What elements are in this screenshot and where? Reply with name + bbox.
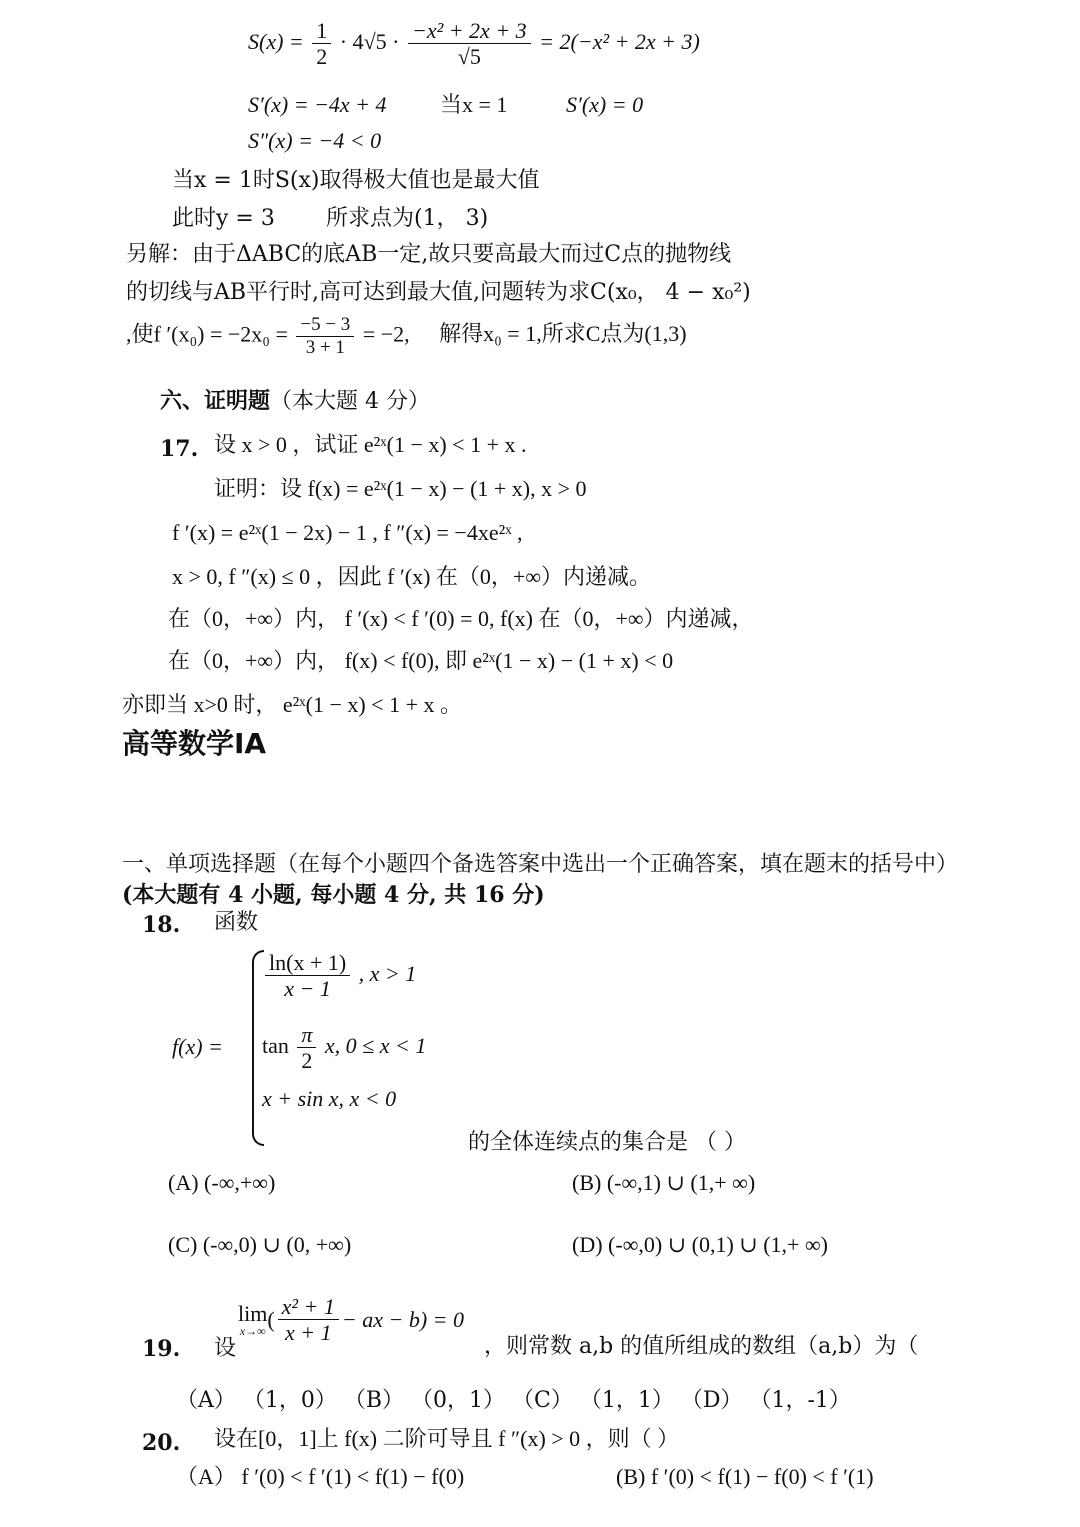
course-title: 高等数学ⅠA <box>122 727 267 760</box>
s-definition <box>248 18 700 70</box>
q18-number: 18. <box>142 912 181 938</box>
q18-fx: f(x) = <box>172 1034 223 1059</box>
proof-line5: 在（0，+∞）内， f(x) < f(0), 即 e²ˣ(1 − x) − (1 + x) < 0 <box>168 648 674 673</box>
q18-case1-num: ln(x + 1) <box>269 950 347 975</box>
q18-lead: 函数 <box>214 910 259 935</box>
choice-section-subtitle: (本大题有 4 小题, 每小题 4 分, 共 16 分) <box>122 882 545 908</box>
s-def-f1-den: 2 <box>312 43 331 69</box>
q19-expr-tail: − ax − b) = 0 <box>341 1306 465 1332</box>
proof-line4: 在（0，+∞）内， f ′(x) < f ′(0) = 0, f(x) 在（0，+∞）内递减， <box>168 606 754 631</box>
alt-solution-line3 <box>126 314 687 359</box>
s-def-f1-num: 1 <box>316 18 328 43</box>
s-def-frac-half <box>312 18 331 70</box>
q19-lim-sub: x→∞ <box>239 1323 266 1338</box>
q20-number: 20. <box>142 1430 181 1456</box>
q17-number: 17. <box>160 436 199 462</box>
proof-line6: 亦即当 x>0 时， e²ˣ(1 − x) < 1 + x 。 <box>122 692 463 717</box>
q18-case2-den: 2 <box>297 1047 316 1073</box>
q18-case2-num: π <box>301 1022 313 1047</box>
q18-case1-frac <box>265 950 350 1002</box>
alt-solution-line2: 的切线与AB平行时,高可达到最大值,问题转为求C(x₀， 4 − x₀²) <box>126 280 751 305</box>
choice-section-title: 一、单项选择题（在每个小题四个备选答案中选出一个正确答案，填在题末的括号中） <box>122 852 959 877</box>
q19-frac-num: x² + 1 <box>281 1294 335 1319</box>
alt-solution-line1: 另解：由于ΔABC的底AB一定,故只要高最大而过C点的抛物线 <box>126 242 732 267</box>
s-def-f2-num: −x² + 2x + 3 <box>412 18 527 43</box>
q18-case2-pre: tan <box>262 1032 289 1058</box>
q20-option-b: (B) f ′(0) < f(1) − f(0) < f ′(1) <box>616 1464 874 1489</box>
alt-line3-c: 解得x₀ = 1,所求C点为(1,3) <box>439 321 687 347</box>
proof-start: 证明：设 f(x) = e²ˣ(1 − x) − (1 + x), x > 0 <box>214 476 587 501</box>
q18-case3: x + sin x, x < 0 <box>262 1086 397 1111</box>
q20-text: 设在[0，1]上 f(x) 二阶可导且 f ″(x) > 0 ，则（ ） <box>214 1426 680 1451</box>
s-second-derivative: S″(x) = −4 < 0 <box>248 128 382 153</box>
q19-frac <box>278 1294 339 1346</box>
q19-lim-block <box>238 1300 268 1338</box>
s-derivative: S′(x) = −4x + 4 <box>248 92 387 117</box>
q19-lead: 设 <box>214 1336 237 1361</box>
q19-lim: lim <box>238 1300 268 1326</box>
s-def-mid: · 4√5 · <box>339 28 400 54</box>
q17-text: 设 x > 0 ，试证 e²ˣ(1 − x) < 1 + x . <box>214 432 527 457</box>
q18-option-d: (D) (-∞,0) ∪ (0,1) ∪ (1,+ ∞) <box>572 1232 828 1257</box>
q18-option-a: (A) (-∞,+∞) <box>168 1170 276 1195</box>
alt-line3-b: = −2, <box>362 321 410 347</box>
s-def-f2-den: √5 <box>408 43 531 69</box>
alt-line3-a: ,使f ′(x₀) = −2x₀ = <box>126 321 288 347</box>
q18-case2 <box>262 1022 426 1074</box>
q19-limit-expression: lim x→∞ ( $\frac{\text{x² + 1}}{x + 1}$ − ax − b) = 0 <box>238 1294 465 1346</box>
alt-line3-frac <box>296 314 354 359</box>
q18-case1 <box>262 950 416 1002</box>
point-statement: 所求点为(1， 3) <box>326 206 489 231</box>
s-def-lhs: S(x) = <box>248 28 310 54</box>
alt-line3-frac-num: −5 − 3 <box>300 314 351 335</box>
proof-title-note: （本大题 4 分） <box>270 389 430 414</box>
s-def-rhs: = 2(−x² + 2x + 3) <box>539 28 700 54</box>
q19-tail: ，则常数 a,b 的值所组成的数组（a,b）为（ <box>484 1334 919 1359</box>
proof-title: 六、证明题 <box>160 388 271 414</box>
proof-section-title <box>160 390 430 413</box>
q18-case1-den: x − 1 <box>265 975 350 1001</box>
q19-frac-den: x + 1 <box>278 1319 339 1345</box>
q19-number: 19. <box>142 1336 181 1362</box>
q18-case1-cond: , x > 1 <box>358 960 417 986</box>
s-def-frac-poly <box>408 18 531 70</box>
maximum-statement: 当x = 1时S(x)取得极大值也是最大值 <box>172 168 540 193</box>
when-x-equals-1: 当x = 1 <box>440 92 508 117</box>
q18-case2-cond: x, 0 ≤ x < 1 <box>324 1032 427 1058</box>
s-derivative-zero: S′(x) = 0 <box>566 92 644 117</box>
proof-line3: x > 0, f ″(x) ≤ 0 ，因此 f ′(x) 在（0，+∞）内递减。 <box>172 564 652 589</box>
y-value: 此时y = 3 <box>172 206 275 231</box>
q18-option-c: (C) (-∞,0) ∪ (0, +∞) <box>168 1232 352 1257</box>
q18-case2-frac <box>297 1022 316 1074</box>
q18-tail: 的全体连续点的集合是 （ ） <box>468 1130 746 1155</box>
q19-options: （A） （1，0） （B） （0，1） （C） （1，1） （D） （1，-1） <box>176 1388 851 1413</box>
q18-option-b: (B) (-∞,1) ∪ (1,+ ∞) <box>572 1170 756 1195</box>
proof-line2: f ′(x) = e²ˣ(1 − 2x) − 1 , f ″(x) = −4xe²ˣ , <box>172 520 523 545</box>
q20-option-a: （A） f ′(0) < f ′(1) < f(1) − f(0) <box>176 1464 465 1489</box>
alt-line3-frac-den: 3 + 1 <box>296 336 354 359</box>
